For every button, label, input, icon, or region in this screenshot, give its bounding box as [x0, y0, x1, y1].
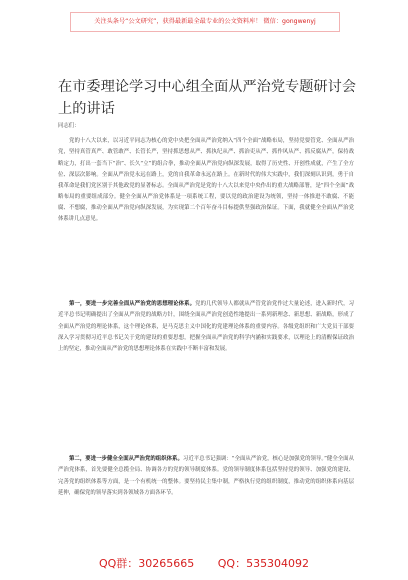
- paragraph-text: 党的几代领导人都就从严管党治党作过大量论述，进入新时代，习近平总书记明确提出了全面从严治党的战略方针，围绕全面从严治党创造性地提出一系列新理念、新思想、新战略，形成了全面从严治党的理论体系，这个理论体系，是马克思主义中国化的党建理论体系的重要内容。各级党组织和广大党员干部要深入学习贯彻习近平总书记关于党的建设的重要思想，把握全面从严治党的科学内涵和实践要求，以理论上的清醒保证政治上的坚定，推动全面从严治党的思想理论体系在实践中不断丰富和发展。: [58, 301, 354, 352]
- paragraph-text: 习近平总书记强调：“全面从严治党，核心是加强党的领导。”健全全面从严治党体系，首先要健全总揽全局、协调各方的党的领导制度体系。党的领导制度体系包括坚持党的领导、加强党的建设、完善党的组织体系等方面，是一个有机统一的整体。要坚持民主集中制，严格执行党的组织制度，推动党的组织体系向基层延伸，确保党的领导落实到各领域各方面各环节。: [58, 456, 354, 496]
- footer-contact: [0, 552, 408, 576]
- qq-text: QQ：535304092: [217, 557, 310, 570]
- qq-group-text: QQ群：30265665: [98, 557, 195, 570]
- document-title: 在市委理论学习中心组全面从严治党专题研讨会上的讲话: [58, 78, 356, 117]
- paragraph-text: 党的十八大以来，以习近平同志为核心的党中央把全面从严治党纳入“四个全面”战略布局，坚持党要管党、全面从严治党，坚持真管真严、敢管敢严、长管长严，坚持抓思想从严、抓执纪从严、抓治吏从严、抓作风从严、抓反腐从严，保持战略定力，打出一套当下“治”、长久“立”的组合拳，推动全面从严治党向纵深发展，取得了历史性、开创性成就，产生了全方位、深层次影响。全面从严治党永远在路上，党的自我革命永远在路上。在新时代的伟大实践中，我们深刻认识到，勇于自我革命是我们党区别于其他政党的显著标志。全面从严治党是党的十八大以来党中央作出的重大战略部署，是“四个全面”战略布局的重要组成部分。健全全面从严治党体系是一项系统工程，要以党的政治建设为统领，坚持一体推进不敢腐、不能腐、不想腐，推动全面从严治党向纵深发展，为实现第二个百年奋斗目标提供坚强政治保证。下面，我就健全全面从严治党体系讲几点意见。: [58, 138, 354, 223]
- body-paragraph: [58, 299, 354, 445]
- paragraph-heading: 第二，要进一步健全全面从严治党的组织体系。: [69, 456, 183, 463]
- body-paragraph: [58, 136, 354, 270]
- paragraph-heading: 第一，要进一步完善全面从严治党的思想理论体系。: [69, 301, 196, 308]
- body-paragraph: [58, 454, 354, 556]
- salutation: 同志们：: [58, 123, 80, 129]
- promo-banner: 关注头条号“公文研究”，获得最新最全最专业的公文资料库！ 微信：gongwenyj: [70, 12, 340, 32]
